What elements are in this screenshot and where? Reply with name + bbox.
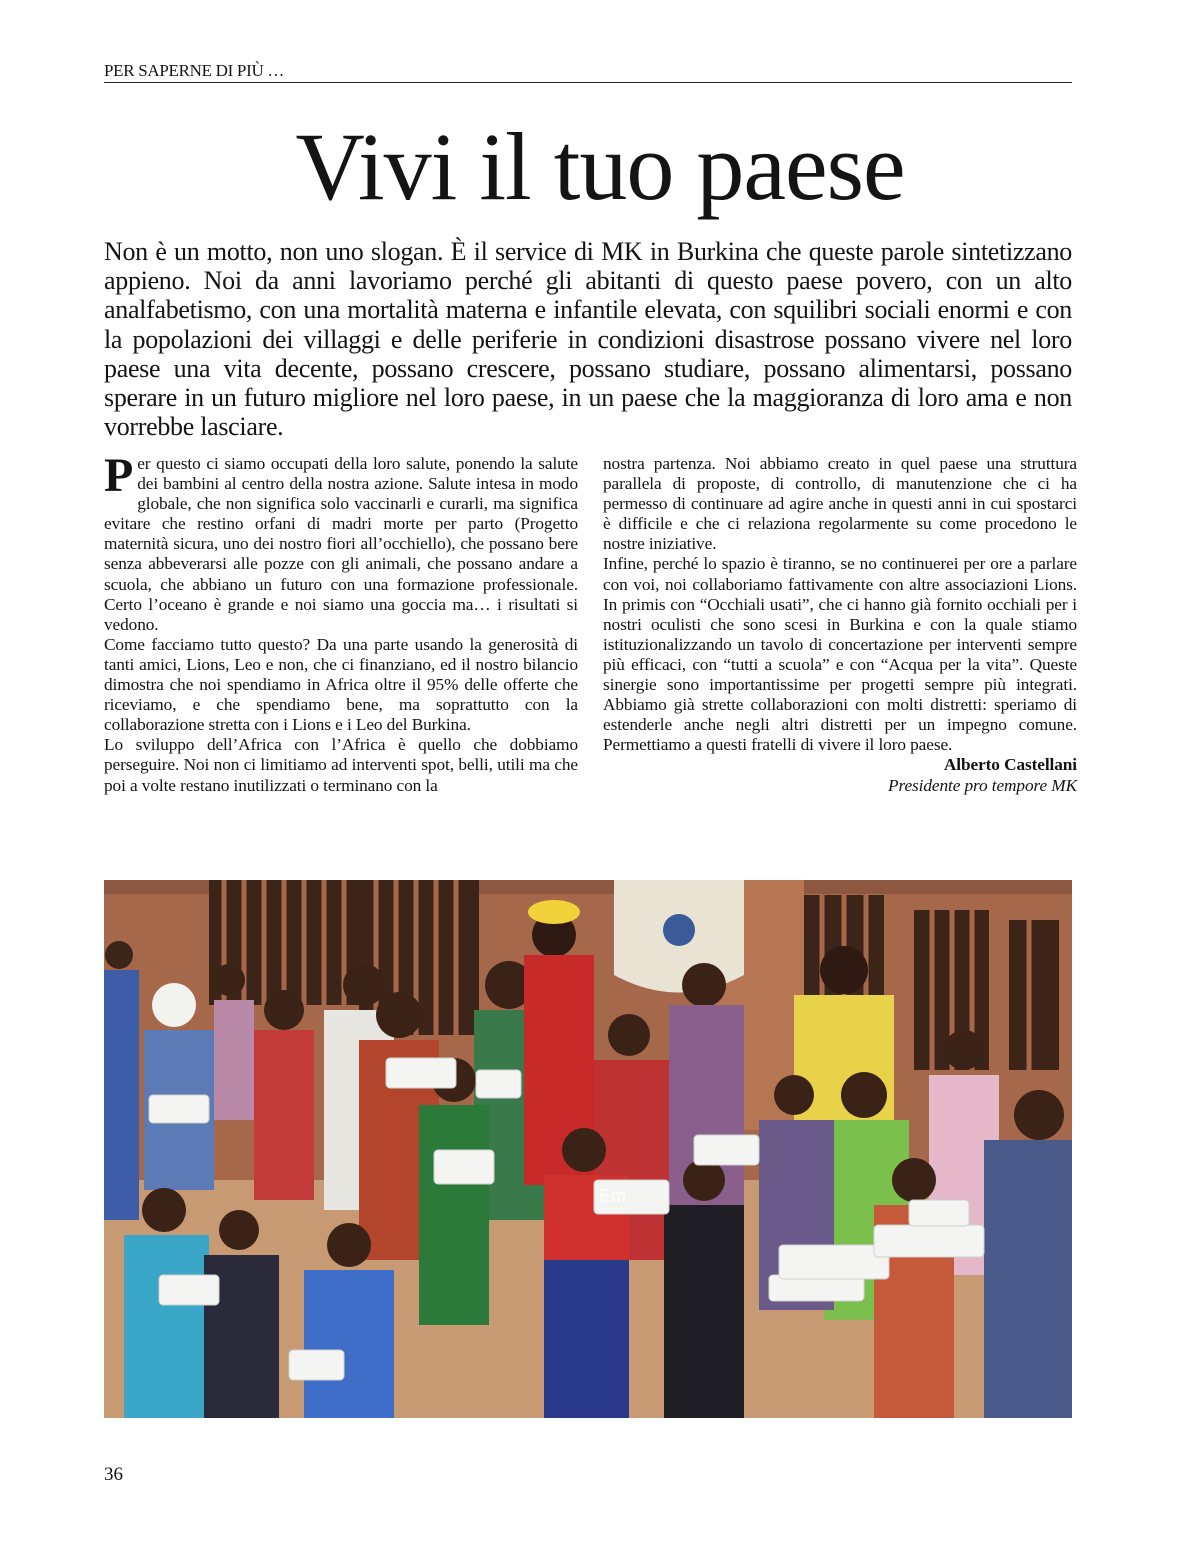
paragraph-3-part-1: Lo sviluppo dell’Africa con l’Africa è quello che dobbiamo perseguire. Noi non ci limitiamo ad interventi spot, belli, utili ma che poi a volte restano inutilizzati o terminano con la [104,735,578,795]
article-title: Vivi il tuo paese [295,113,905,220]
drop-cap: P [104,449,134,502]
header-rule [104,82,1072,83]
paragraph-2: Come facciamo tutto questo? Da una parte usando la generosità di tanti amici, Lions, Leo e non, che ci finanziano, ed il nostro bilancio dimostra che noi spendiamo in Africa oltre il 95% delle offerte che riceviamo, e che spendiamo bene, ma soprattutto con la collaborazione stretta con i Lions e i Leo del Burkina. [104,634,578,735]
article-photo [104,880,1072,1418]
paragraph-3-part-2: nostra partenza. Noi abbiamo creato in quel paese una struttura parallela di proposte, di controllo, di manutenzione che ci ha permesso di continuare ad agire anche in questi anni in cui spostarci è difficile e che ci relaziona regolarmente su come procedono le nostre iniziative. [603,454,1077,554]
article-lead: Non è un motto, non uno slogan. È il service di MK in Burkina che queste parole sintetizzano appieno. Noi da anni lavoriamo perché gli abitanti di questo paese povero, con un alto analfabetismo, con una mortalità materna e infantile elevata, con squilibri sociali enormi e con la popolazioni dei villaggi e delle periferie in condizioni disastrose possano vivere nel loro paese una vita decente, possano crescere, possano studiare, possano alimentarsi, possano sperare in un futuro migliore nel loro paese, in un paese che la maggioranza di loro ama e non vorrebbe lasciare. [104,237,1072,442]
author-name: Alberto Castellani [943,755,1077,775]
page-number: 36 [104,1464,123,1485]
article-column-right [603,454,1077,796]
author-role: Presidente pro tempore MK [888,775,1077,795]
paragraph-1 [104,449,578,635]
paragraph-1-text: er questo ci siamo occupati della loro salute, ponendo la salute dei bambini al centro della nostra azione. Salute intesa in modo globale, che non significa solo vaccinarli e curarli, ma significa evitare che restino orfani di madri morte per parto (Progetto maternità sicura, uno dei nostro fiori all’occhiello), che possano bere senza abbeverarsi alle pozze con gli animali, che possano andare a scuola, che abbiano un futuro con una formazione professionale. Certo l’oceano è grande e noi siamo una goccia ma… i risultati si vedono. [104,454,578,634]
section-header: PER SAPERNE DI PIÙ … [104,61,285,80]
photo-illustration [104,880,1072,1418]
paragraph-4: Infine, perché lo spazio è tiranno, se no continuerei per ore a parlare con voi, noi collaboriamo fattivamente con altre associazioni Lions. In primis con “Occhiali usati”, che ci hanno già fornito occhiali per i nostri oculisti che sono scesi in Burkina e con la quale stiamo istituzionalizzando un tavolo di concertazione per interventi sempre più efficaci, con “tutti a scuola” e con “Acqua per la vita”. Queste sinergie sono importantissime per progetti sempre più integrati. Abbiamo già strette collaborazioni con molti distretti: speriamo di estenderle anche negli altri distretti per un impegno comune. Permettiamo a questi fratelli di vivere il loro paese. [603,554,1077,755]
article-column-left [104,449,578,796]
shirt-text: Em [599,1186,626,1206]
